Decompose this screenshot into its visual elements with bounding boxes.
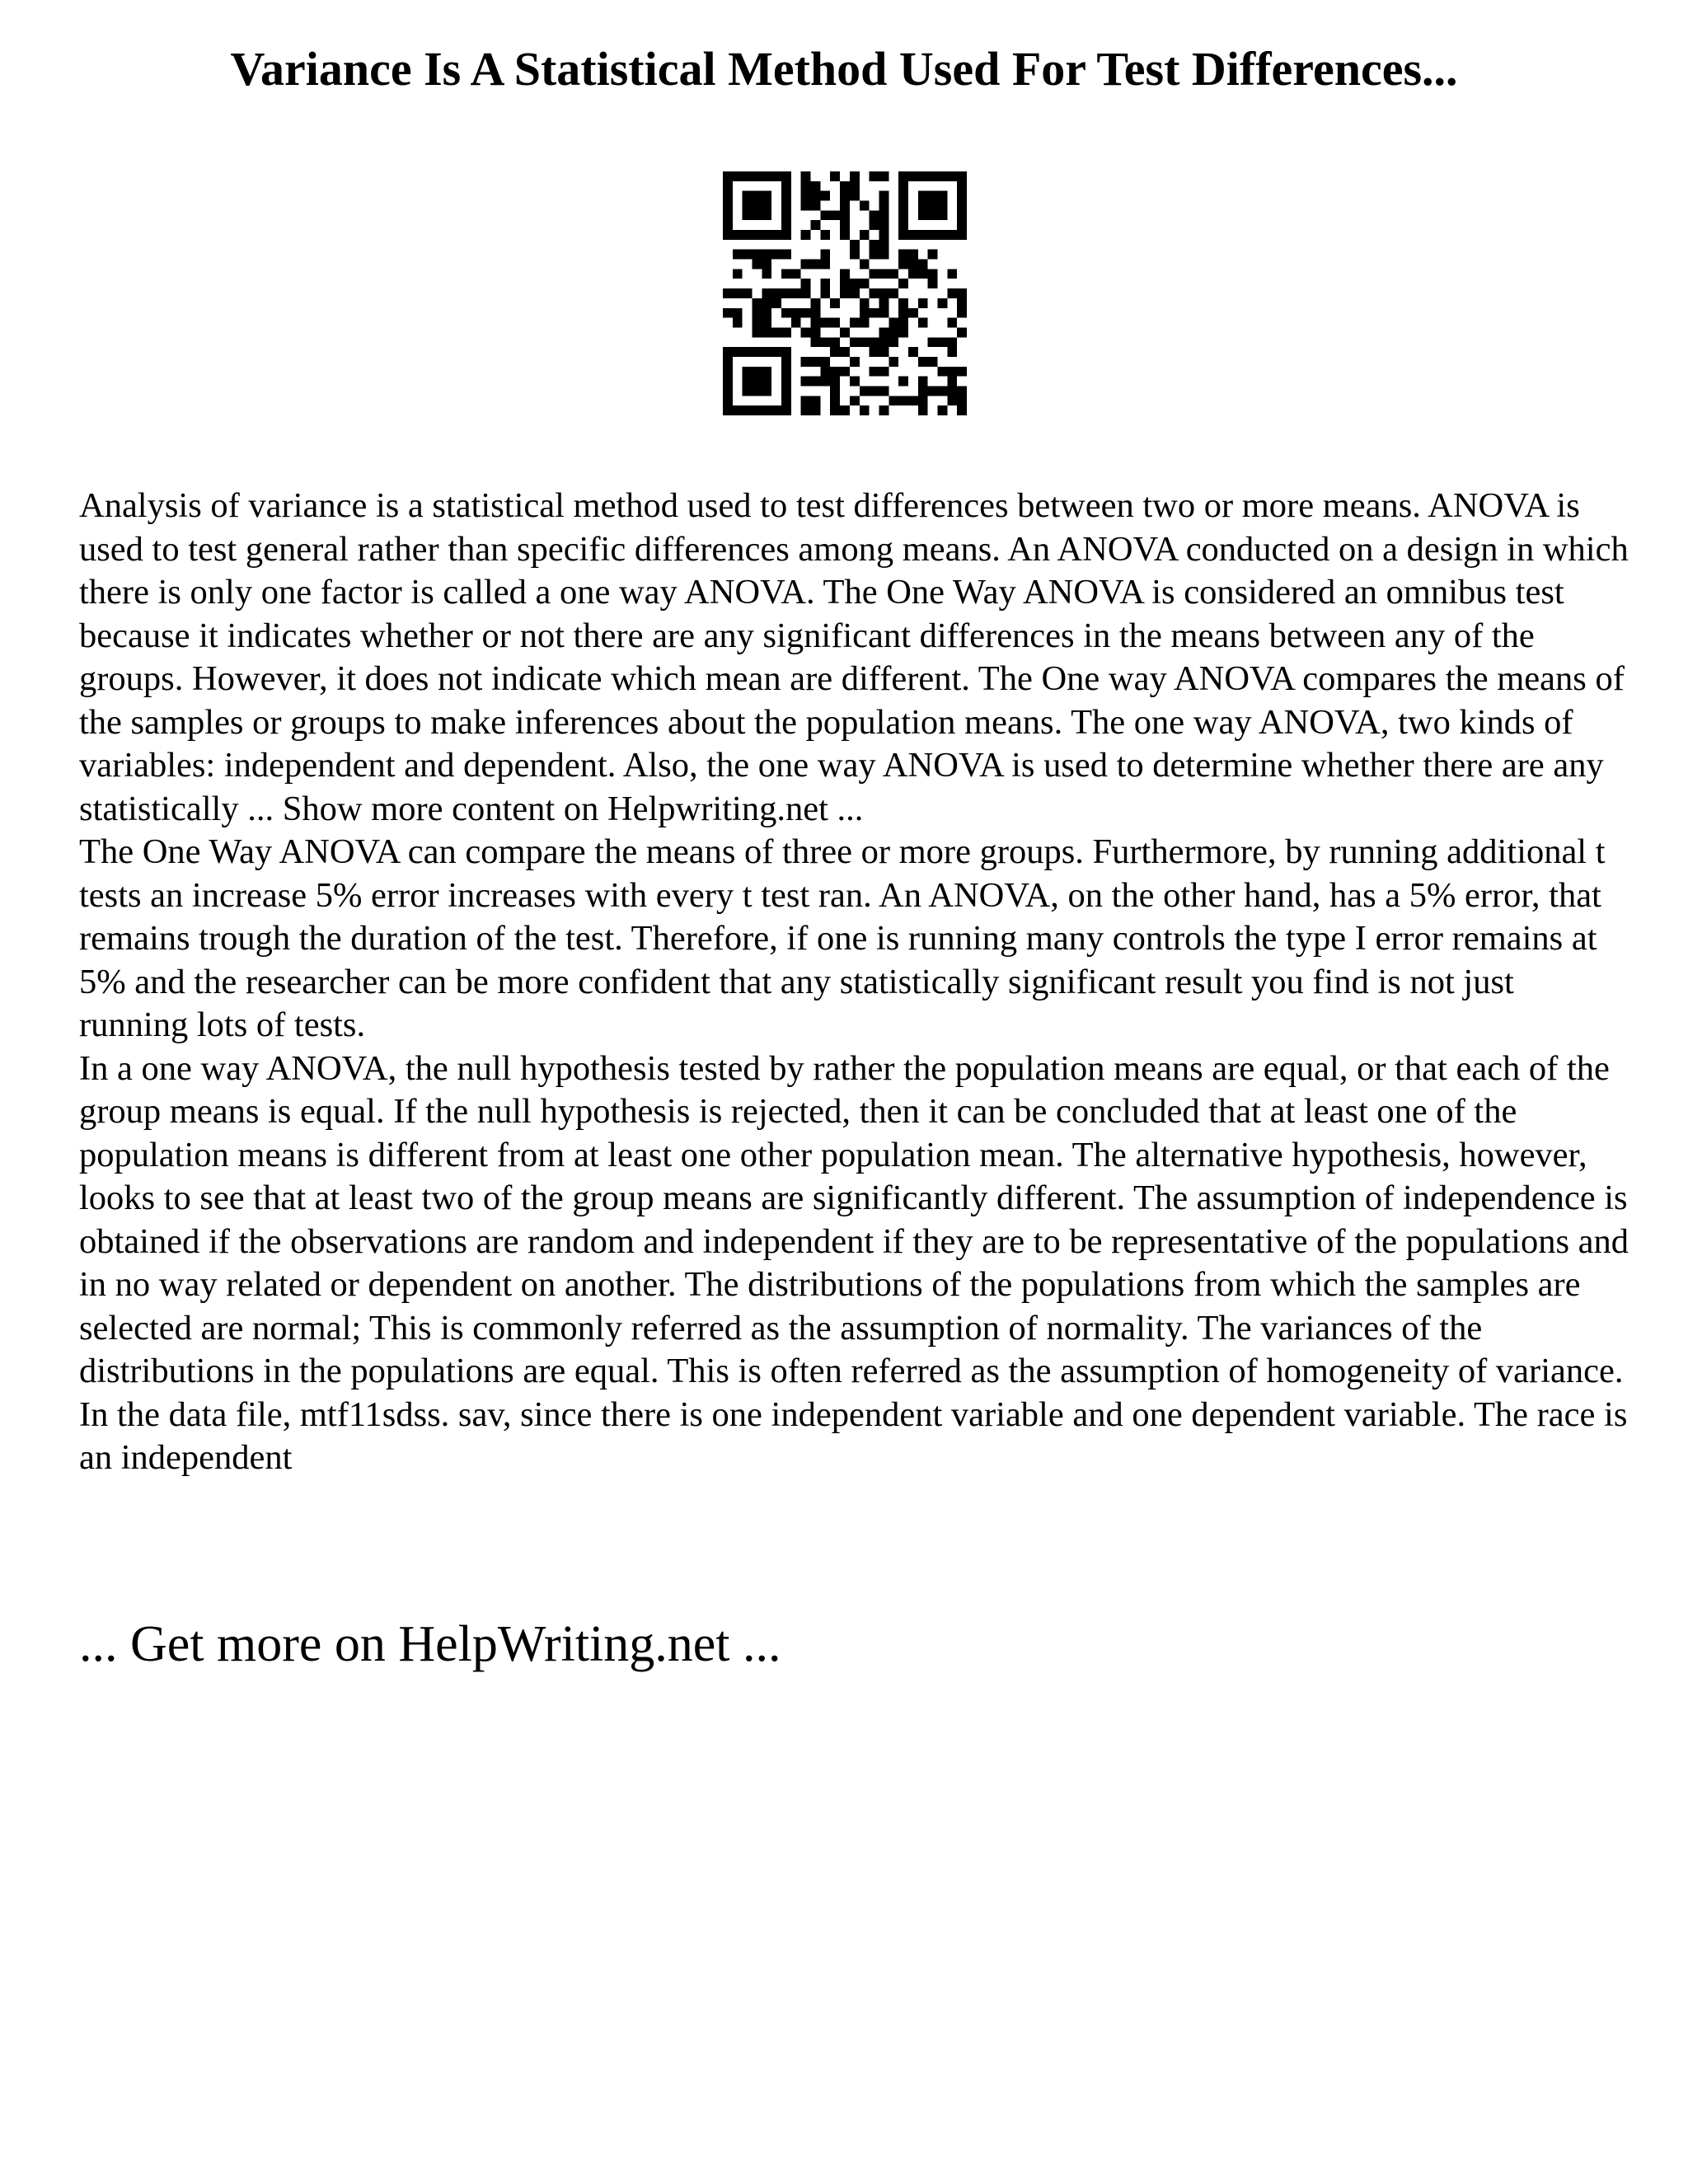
page-title: Variance Is A Statistical Method Used For Test Differences... [230,42,1458,96]
qr-code-icon [723,171,967,415]
paragraph-3: In a one way ANOVA, the null hypothesis tested by rather the population means are equal, or that each of the group means is equal. If the null hypothesis is rejected, then it can be concluded that at least one of the population means is different from at least one other population mean. The alternative hypothesis, however, looks to see that at least two of the group means are significantly different. The assumption of independence is obtained if the observations are random and independent if they are to be representative of the populations and in no way related or dependent on another. The distributions of the populations from which the samples are selected are normal; This is commonly referred as the assumption of normality. The variances of the distributions in the populations are equal. This is often referred as the assumption of homogeneity of variance. [79,1048,1629,1390]
get-more-link[interactable]: ... Get more on HelpWriting.net ... [79,1616,781,1672]
paragraph-1: Analysis of variance is a statistical method used to test differences between two or more means. ANOVA is used to test general rather than specific differences among means. An ANOVA conducted on a design in which there is only one factor is called a one way ANOVA. The One Way ANOVA is considered an omnibus test because it indicates whether or not there are any significant differences in the means between any of the groups. However, it does not indicate which mean are different. The One way ANOVA compares the means of the samples or groups to make inferences about the population means. The one way ANOVA, two kinds of variables: independent and dependent. Also, the one way ANOVA is used to determine whether there are any statistically ... Show more content on Helpwriting.net ... [79,486,1629,828]
paragraph-4: In the data file, mtf11sdss. sav, since there is one independent variable and one dependent variable. The race is an independent [79,1394,1628,1477]
paragraph-2: The One Way ANOVA can compare the means of three or more groups. Furthermore, by running additional t tests an increase 5% error increases with every t test ran. An ANOVA, on the other hand, has a 5% error, that remains trough the duration of the test. Therefore, if one is running many controls the type I error remains at 5% and the researcher can be more confident that any statistically significant result you find is not just running lots of tests. [79,832,1606,1044]
article-body [79,485,1629,1480]
qr-code[interactable] [723,171,967,415]
